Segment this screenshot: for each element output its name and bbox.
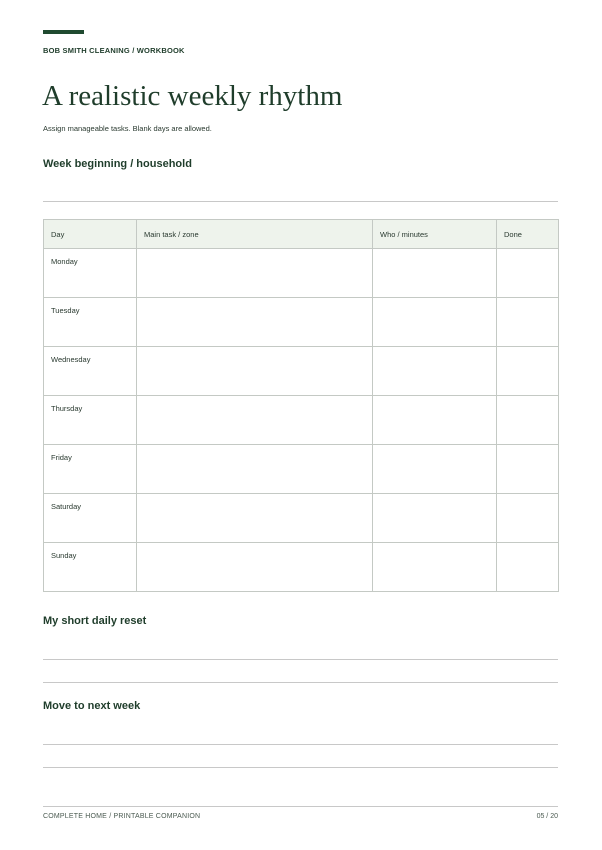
table-row — [44, 396, 559, 445]
task-cell[interactable] — [137, 543, 373, 592]
week-beginning-heading: Week beginning / household — [43, 158, 192, 170]
next-week-line[interactable] — [43, 744, 558, 745]
daily-reset-heading: My short daily reset — [43, 615, 147, 627]
table-row — [44, 249, 559, 298]
column-header-who: Who / minutes — [373, 220, 497, 249]
table-row — [44, 445, 559, 494]
who-cell[interactable] — [373, 249, 497, 298]
daily-reset-line[interactable] — [43, 682, 558, 683]
task-cell[interactable] — [137, 298, 373, 347]
day-cell: Friday — [44, 445, 137, 494]
table-row — [44, 494, 559, 543]
weekly-table — [43, 219, 559, 592]
done-cell[interactable] — [497, 249, 559, 298]
done-cell[interactable] — [497, 347, 559, 396]
footer-divider — [43, 806, 558, 807]
day-cell: Thursday — [44, 396, 137, 445]
column-header-task: Main task / zone — [137, 220, 373, 249]
brand-label: BOB SMITH CLEANING / WORKBOOK — [43, 46, 185, 55]
next-week-heading: Move to next week — [43, 700, 141, 712]
task-cell[interactable] — [137, 249, 373, 298]
table-row — [44, 298, 559, 347]
table-row — [44, 543, 559, 592]
who-cell[interactable] — [373, 298, 497, 347]
who-cell[interactable] — [373, 445, 497, 494]
who-cell[interactable] — [373, 396, 497, 445]
task-cell[interactable] — [137, 396, 373, 445]
done-cell[interactable] — [497, 494, 559, 543]
column-header-done: Done — [497, 220, 559, 249]
task-cell[interactable] — [137, 494, 373, 543]
who-cell[interactable] — [373, 347, 497, 396]
task-cell[interactable] — [137, 347, 373, 396]
week-beginning-line[interactable] — [43, 201, 558, 202]
task-cell[interactable] — [137, 445, 373, 494]
who-cell[interactable] — [373, 494, 497, 543]
footer-label: COMPLETE HOME / PRINTABLE COMPANION — [43, 813, 201, 820]
page-title: A realistic weekly rhythm — [42, 80, 343, 112]
next-week-line[interactable] — [43, 767, 558, 768]
day-cell: Tuesday — [44, 298, 137, 347]
daily-reset-line[interactable] — [43, 659, 558, 660]
done-cell[interactable] — [497, 445, 559, 494]
table-row — [44, 347, 559, 396]
done-cell[interactable] — [497, 396, 559, 445]
table-header-row — [44, 220, 559, 249]
day-cell: Wednesday — [44, 347, 137, 396]
page-subtitle: Assign manageable tasks. Blank days are allowed. — [43, 124, 212, 133]
done-cell[interactable] — [497, 298, 559, 347]
column-header-day: Day — [44, 220, 137, 249]
accent-bar — [43, 30, 84, 34]
who-cell[interactable] — [373, 543, 497, 592]
done-cell[interactable] — [497, 543, 559, 592]
day-cell: Sunday — [44, 543, 137, 592]
day-cell: Saturday — [44, 494, 137, 543]
page-number: 05 / 20 — [536, 813, 558, 820]
day-cell: Monday — [44, 249, 137, 298]
